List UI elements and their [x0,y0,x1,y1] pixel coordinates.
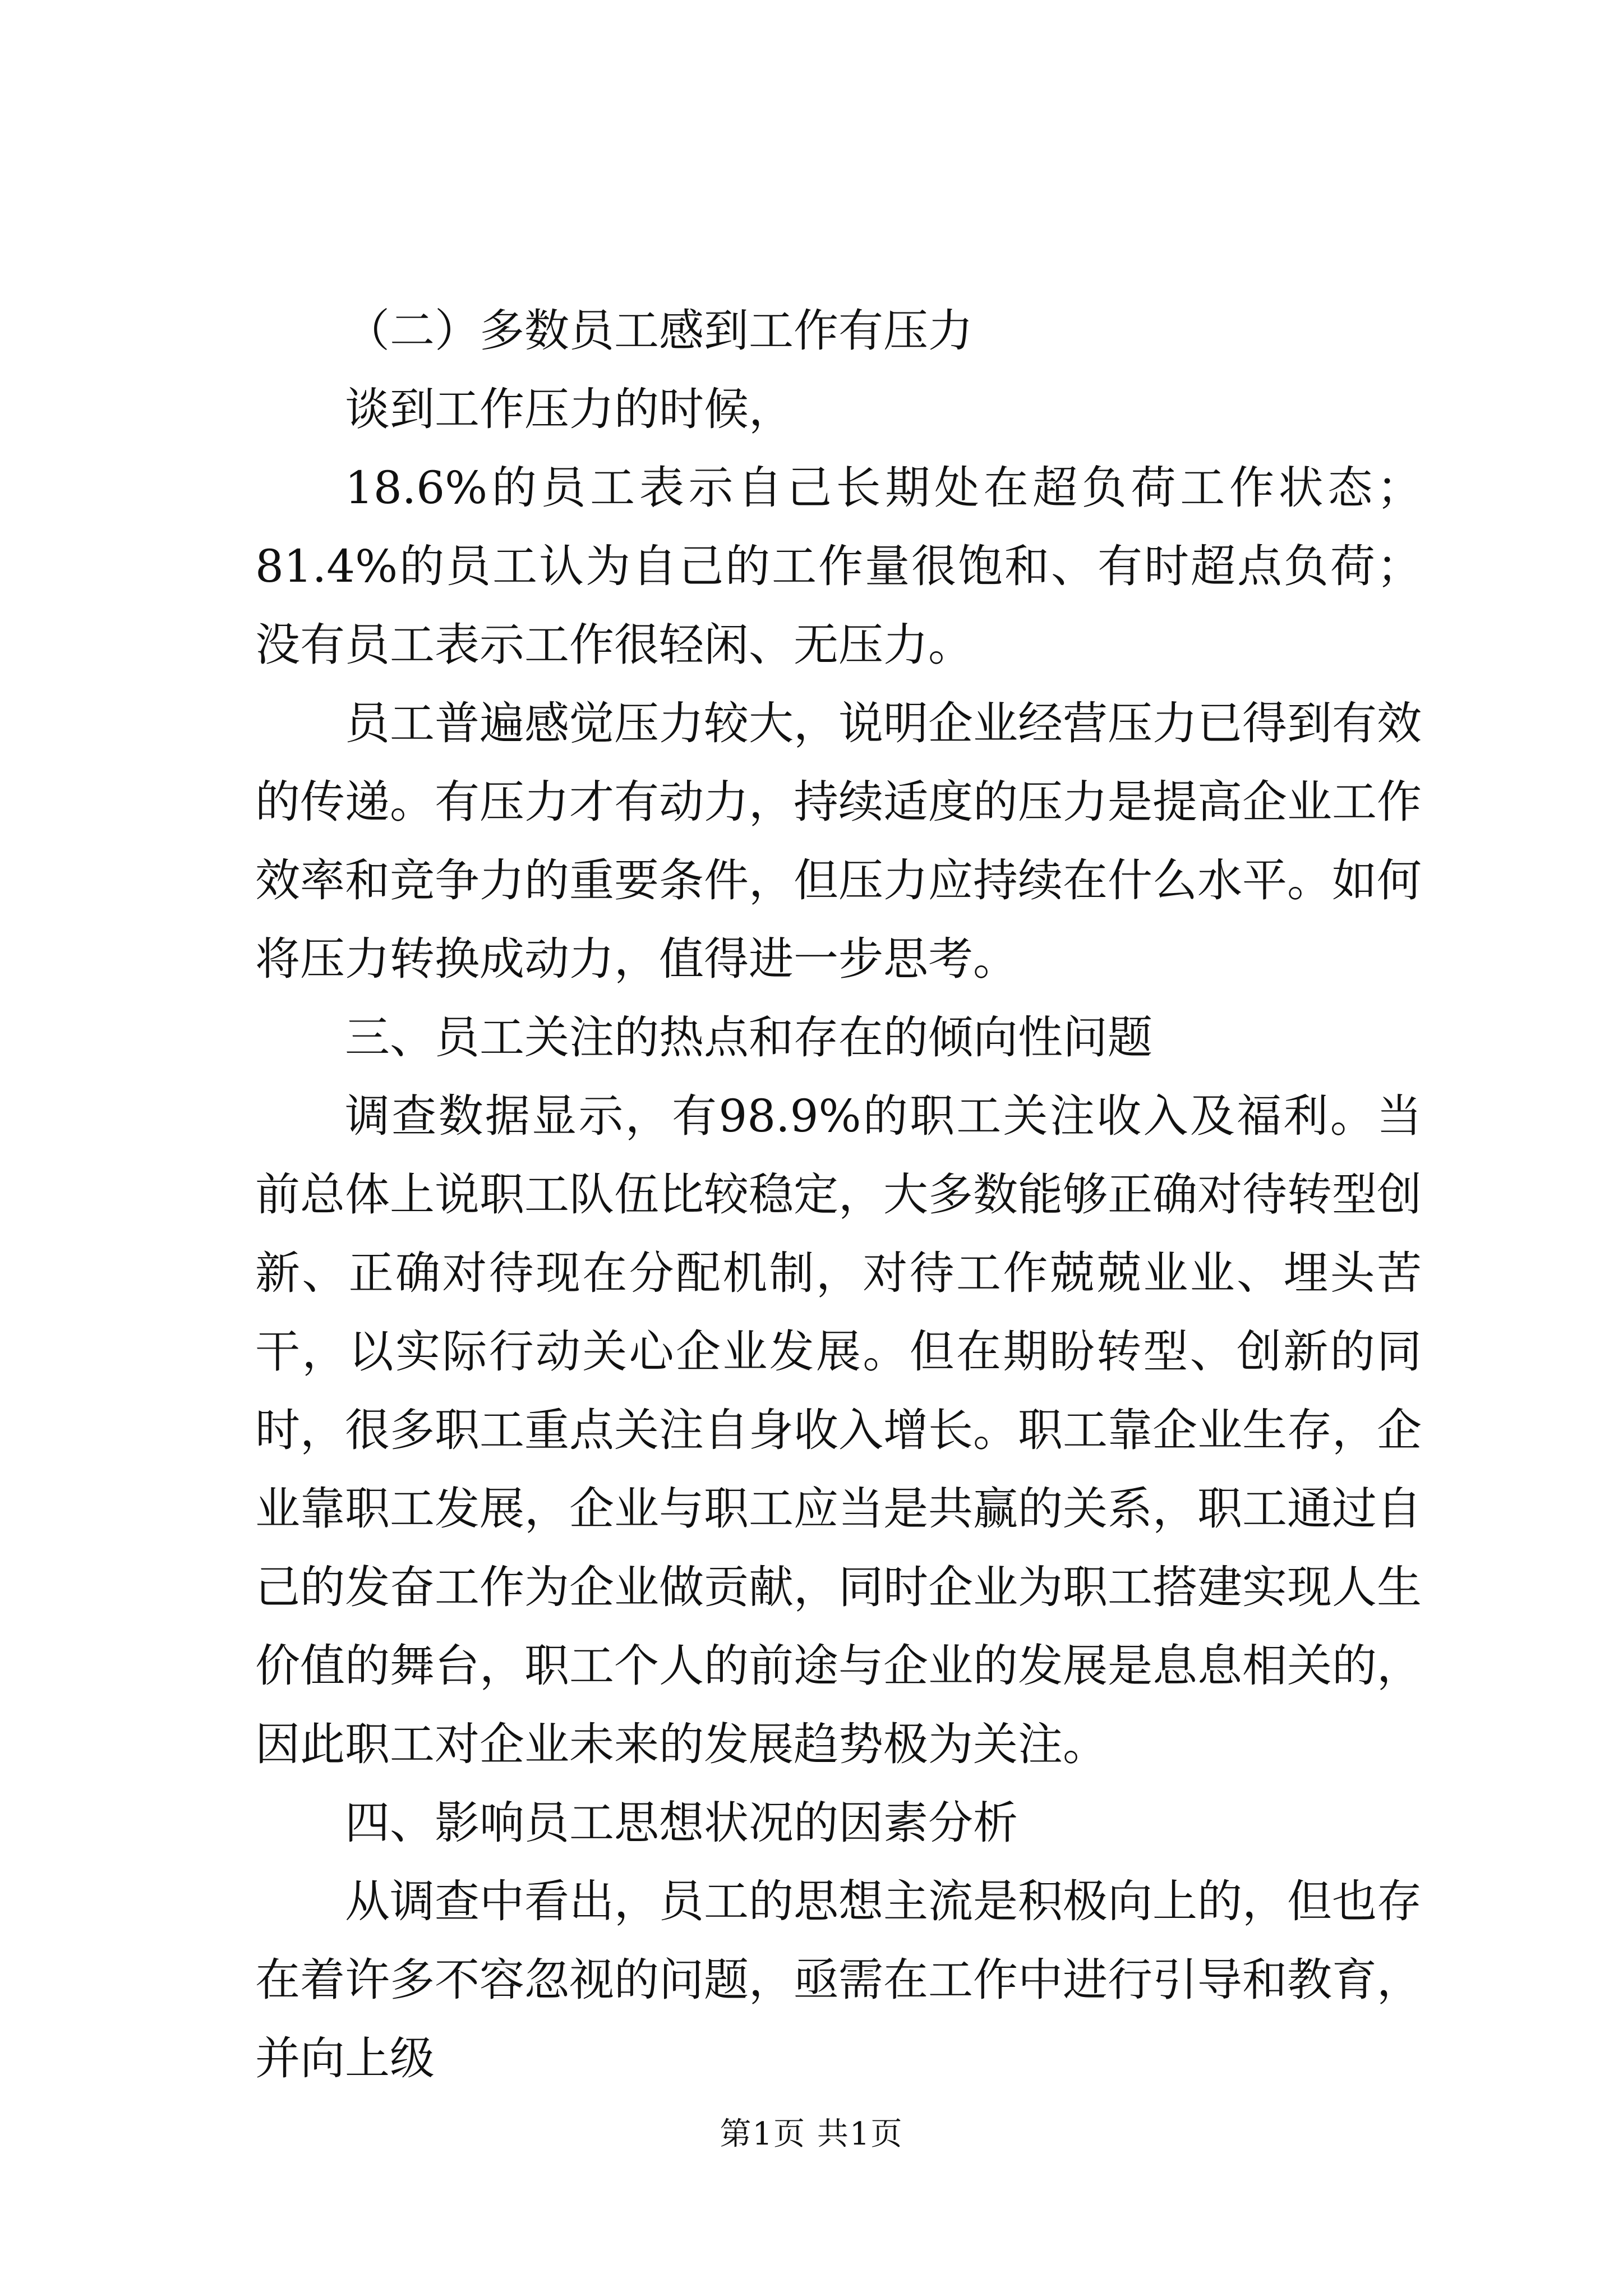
paragraph-pressure-analysis: 员工普遍感觉压力较大，说明企业经营压力已得到有效的传递。有压力才有动力，持续适度的压力是提高企业工作效率和竞争力的重要条件，但压力应持续在什么水平。如何将压力转换成动力，值得进一步思考。 [255,697,1422,985]
paragraph-hot-topics: 调查数据显示，有98.9%的职工关注收入及福利。当前总体上说职工队伍比较稳定，大多数能够正确对待转型创新、正确对待现在分配机制，对待工作兢兢业业、埋头苦干，以实际行动关心企业发展。但在期盼转型、创新的同时，很多职工重点关注自身收入增长。职工靠企业生存，企业靠职工发展，企业与职工应当是共赢的关系，职工通过自己的发奋工作为企业做贡献，同时企业为职工搭建实现人生价值的舞台，职工个人的前途与企业的发展是息息相关的，因此职工对企业未来的发展趋势极为关注。 [255,1090,1422,1770]
paragraph-factors: 从调查中看出，员工的思想主流是积极向上的，但也存在着许多不容忽视的问题，亟需在工作中进行引导和教育，并向上级 [255,1875,1422,2085]
document-body [255,292,1422,2098]
section-heading-hot-topics: 三、员工关注的热点和存在的倾向性问题 [345,1011,1152,1064]
section-heading-pressure: （二）多数员工感到工作有压力 [345,305,973,357]
section-heading-factors: 四、影响员工思想状况的因素分析 [345,1797,1018,1849]
page-footer: 第1页 共1页 [720,2116,903,2152]
paragraph-pressure-intro: 谈到工作压力的时候， [345,383,794,435]
paragraph-pressure-stats: 18.6%的员工表示自己长期处在超负荷工作状态；81.4%的员工认为自己的工作量很饱和、有时超点负荷；没有员工表示工作很轻闲、无压力。 [255,462,1422,671]
